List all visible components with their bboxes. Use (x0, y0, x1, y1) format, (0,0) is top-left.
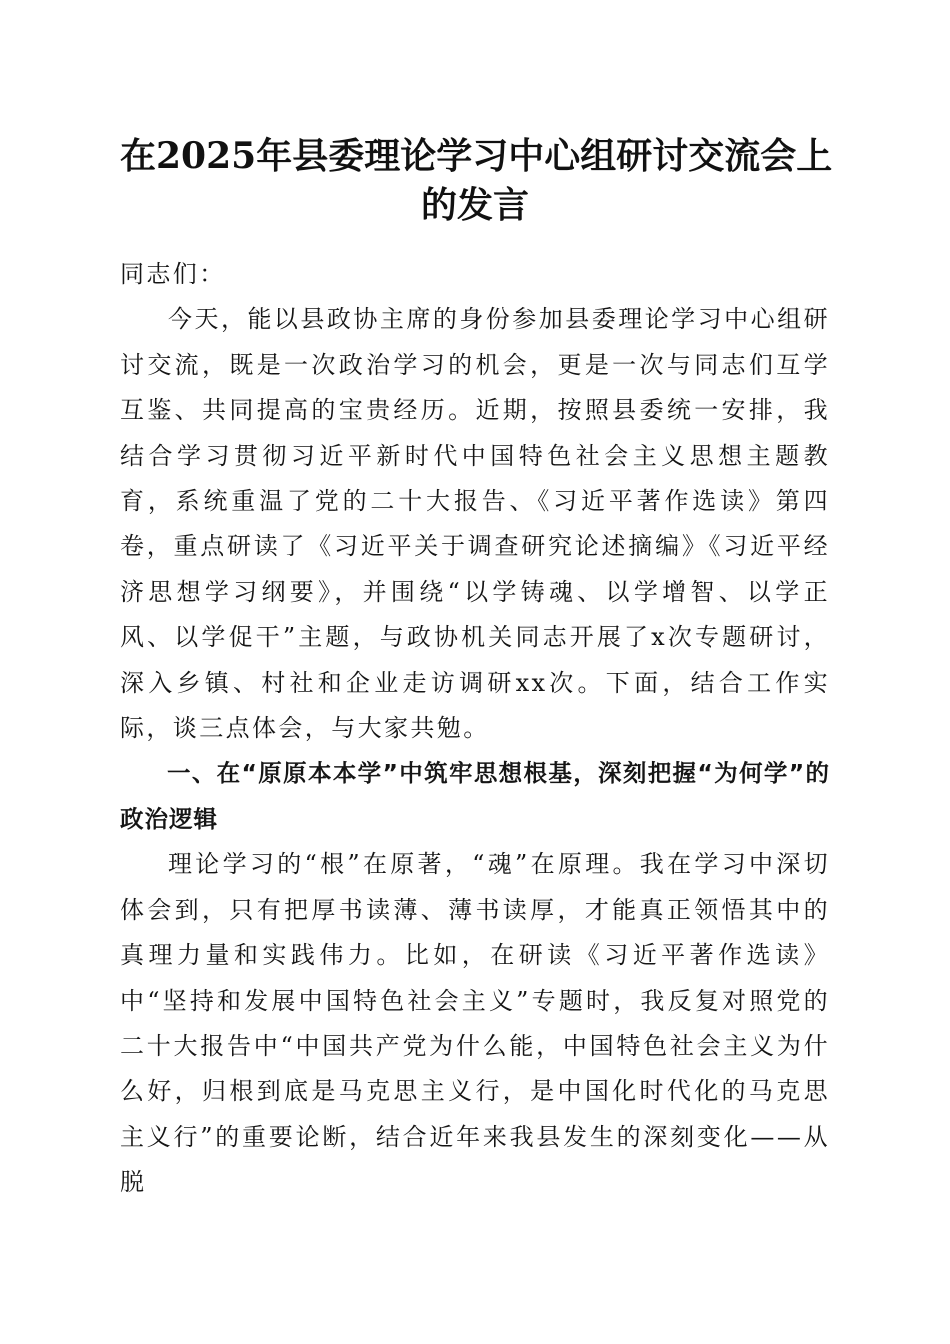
document-title (120, 132, 833, 230)
title-line-1: 在2025年县委理论学习中心组研讨交流会上 (120, 135, 833, 177)
title-line-2: 的发言 (420, 184, 529, 226)
section-heading-1: 一、在“原原本本学”中筑牢思想根基，深刻把握“为何学”的政治逻辑 (120, 759, 830, 833)
section-1-paragraph: 理论学习的“根”在原著，“魂”在原理。我在学习中深切体会到，只有把厚书读薄、薄书读厚，才能真正领悟其中的真理力量和实践伟力。比如，在研读《习近平著作选读》中“坚持和发展中国特色社会主义”专题时，我反复对照党的二十大报告中“中国共产党为什么能，中国特色社会主义为什么好，归根到底是马克思主义行，是中国化时代化的马克思主义行”的重要论断，结合近年来我县发生的深刻变化——从脱 (120, 850, 830, 1197)
opening-paragraph: 今天，能以县政协主席的身份参加县委理论学习中心组研讨交流，既是一次政治学习的机会，更是一次与同志们互学互鉴、共同提高的宝贵经历。近期，按照县委统一安排，我结合学习贯彻习近平新时代中国特色社会主义思想主题教育，系统重温了党的二十大报告、《习近平著作选读》第四卷，重点研读了《习近平关于调查研究论述摘编》《习近平经济思想学习纲要》，并围绕“以学铸魂、以学增智、以学正风、以学促干”主题，与政协机关同志开展了x次专题研讨，深入乡镇、村社和企业走访调研xx次。下面，结合工作实际，谈三点体会，与大家共勉。 (120, 305, 830, 743)
document-body (120, 252, 830, 1206)
salutation: 同志们： (120, 260, 226, 288)
